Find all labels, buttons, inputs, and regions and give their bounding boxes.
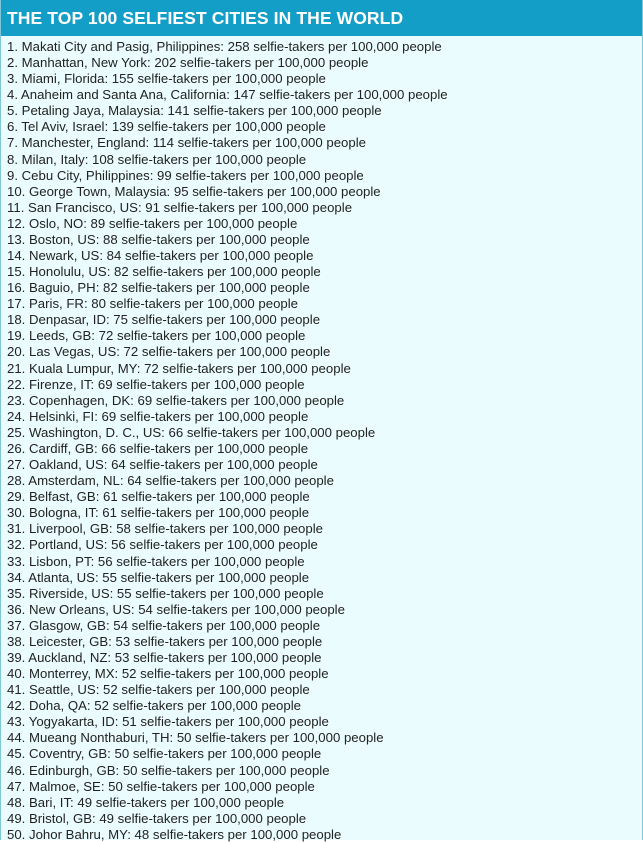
list-item: 10. George Town, Malaysia: 95 selfie-takers per 100,000 people bbox=[7, 183, 381, 199]
list-item: 31. Liverpool, GB: 58 selfie-takers per 100,000 people bbox=[7, 521, 323, 537]
list-item: 25. Washington, D. C., US: 66 selfie-takers per 100,000 people bbox=[7, 424, 376, 440]
list-item: 16. Baguio, PH: 82 selfie-takers per 100,000 people bbox=[7, 280, 310, 296]
list-item: 14. Newark, US: 84 selfie-takers per 100,000 people bbox=[7, 248, 314, 264]
list-item: 40. Monterrey, MX: 52 selfie-takers per 100,000 people bbox=[7, 666, 329, 682]
list-item: 8. Milan, Italy: 108 selfie-takers per 100,000 people bbox=[7, 151, 307, 167]
list-item: 47. Malmoe, SE: 50 selfie-takers per 100,000 people bbox=[7, 778, 315, 794]
list-item: 9. Cebu City, Philippines: 99 selfie-takers per 100,000 people bbox=[7, 167, 364, 183]
list-item: 26. Cardiff, GB: 66 selfie-takers per 100,000 people bbox=[7, 440, 309, 456]
list-item: 1. Makati City and Pasig, Philippines: 258 selfie-takers per 100,000 people bbox=[7, 39, 442, 54]
list-item: 19. Leeds, GB: 72 selfie-takers per 100,000 people bbox=[7, 328, 306, 344]
list-item: 34. Atlanta, US: 55 selfie-takers per 100,000 people bbox=[7, 569, 310, 585]
list-item: 22. Firenze, IT: 69 selfie-takers per 100,000 people bbox=[7, 376, 305, 392]
list-item: 13. Boston, US: 88 selfie-takers per 100,000 people bbox=[7, 231, 310, 247]
list-item: 18. Denpasar, ID: 75 selfie-takers per 100,000 people bbox=[7, 312, 321, 328]
list-item: 17. Paris, FR: 80 selfie-takers per 100,000 people bbox=[7, 296, 299, 312]
list-item: 21. Kuala Lumpur, MY: 72 selfie-takers per 100,000 people bbox=[7, 360, 351, 376]
list-item: 44. Mueang Nonthaburi, TH: 50 selfie-takers per 100,000 people bbox=[7, 730, 384, 746]
list-item: 11. San Francisco, US: 91 selfie-takers per 100,000 people bbox=[7, 199, 353, 215]
list-item: 36. New Orleans, US: 54 selfie-takers per 100,000 people bbox=[7, 601, 345, 617]
list-item: 35. Riverside, US: 55 selfie-takers per 100,000 people bbox=[7, 585, 324, 601]
list-item: 42. Doha, QA: 52 selfie-takers per 100,000 people bbox=[7, 698, 301, 714]
list-item: 30. Bologna, IT: 61 selfie-takers per 100,000 people bbox=[7, 505, 310, 521]
list-item: 33. Lisbon, PT: 56 selfie-takers per 100,000 people bbox=[7, 553, 305, 569]
list-item: 15. Honolulu, US: 82 selfie-takers per 100,000 people bbox=[7, 264, 321, 280]
list-item: 32. Portland, US: 56 selfie-takers per 100,000 people bbox=[7, 537, 318, 553]
list-item: 24. Helsinki, FI: 69 selfie-takers per 100,000 people bbox=[7, 408, 309, 424]
list-item: 39. Auckland, NZ: 53 selfie-takers per 100,000 people bbox=[7, 649, 322, 665]
list-item: 45. Coventry, GB: 50 selfie-takers per 100,000 people bbox=[7, 746, 322, 762]
list-item: 23. Copenhagen, DK: 69 selfie-takers per 100,000 people bbox=[7, 392, 345, 408]
list-item: 7. Manchester, England: 114 selfie-takers per 100,000 people bbox=[7, 135, 366, 151]
list-item: 4. Anaheim and Santa Ana, California: 147 selfie-takers per 100,000 people bbox=[7, 87, 448, 103]
list-item: 20. Las Vegas, US: 72 selfie-takers per 100,000 people bbox=[7, 344, 331, 360]
list-item: 48. Bari, IT: 49 selfie-takers per 100,000 people bbox=[7, 794, 285, 810]
list-item: 2. Manhattan, New York: 202 selfie-takers per 100,000 people bbox=[7, 55, 369, 71]
list-item: 38. Leicester, GB: 53 selfie-takers per 100,000 people bbox=[7, 633, 323, 649]
list-item: 46. Edinburgh, GB: 50 selfie-takers per 100,000 people bbox=[7, 762, 330, 778]
list-item: 27. Oakland, US: 64 selfie-takers per 100,000 people bbox=[7, 457, 318, 473]
list-item: 3. Miami, Florida: 155 selfie-takers per 100,000 people bbox=[7, 71, 326, 87]
list-item: 50. Johor Bahru, MY: 48 selfie-takers per 100,000 people bbox=[7, 826, 342, 842]
list-item: 29. Belfast, GB: 61 selfie-takers per 100,000 people bbox=[7, 489, 310, 505]
list-item: 12. Oslo, NO: 89 selfie-takers per 100,000 people bbox=[7, 215, 298, 231]
page-title: THE TOP 100 SELFIEST CITIES IN THE WORLD bbox=[1, 0, 642, 36]
list-item: 41. Seattle, US: 52 selfie-takers per 100,000 people bbox=[7, 682, 310, 698]
list-item: 28. Amsterdam, NL: 64 selfie-takers per 100,000 people bbox=[7, 473, 334, 489]
list-item: 37. Glasgow, GB: 54 selfie-takers per 100,000 people bbox=[7, 617, 321, 633]
city-ranking-list bbox=[1, 36, 642, 843]
list-item: 49. Bristol, GB: 49 selfie-takers per 100,000 people bbox=[7, 810, 307, 826]
list-item: 6. Tel Aviv, Israel: 139 selfie-takers per 100,000 people bbox=[7, 119, 326, 135]
list-item: 43. Yogyakarta, ID: 51 selfie-takers per 100,000 people bbox=[7, 714, 329, 730]
list-item: 5. Petaling Jaya, Malaysia: 141 selfie-takers per 100,000 people bbox=[7, 103, 382, 119]
